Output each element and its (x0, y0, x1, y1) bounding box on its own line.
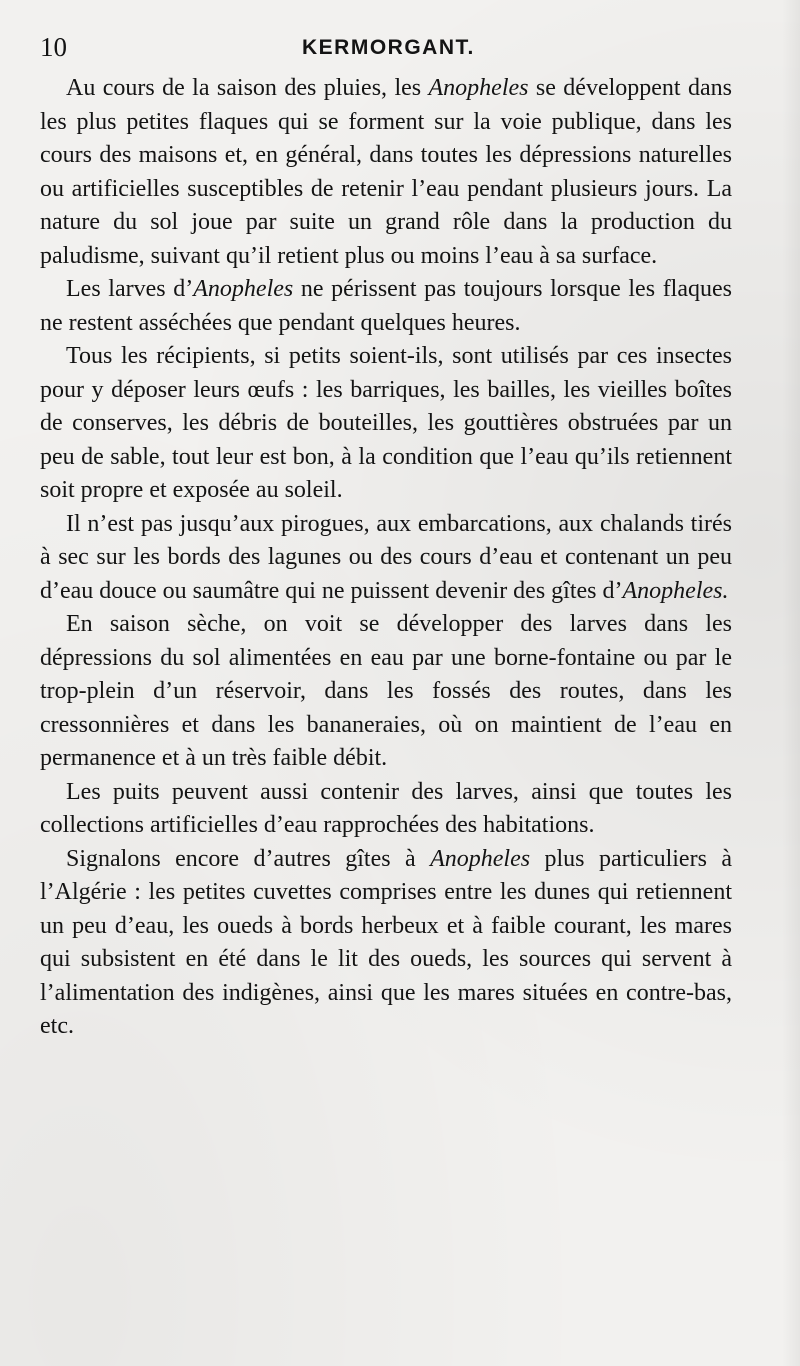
running-head: KERMORGANT. (302, 36, 475, 59)
paragraph-wells (40, 776, 732, 843)
paragraph-text: plus particuliers à l’Algérie : les petites cuvettes comprises entre les dunes qui retiennent un peu d’eau, les oueds à bords herbeux et à faible courant, les mares qui subsistent en été dans le lit des oueds, les sources qui servent à l’alimentation des indigènes, ainsi que les mares situées en contre-bas, etc. (40, 845, 732, 1039)
page-edge-shadow (782, 0, 800, 1366)
paragraph-dry-season (40, 608, 732, 776)
paragraph-text: se développent dans les plus petites flaques qui se forment sur la voie publique, dans les cours des maisons et, en général, dans toutes les dépressions naturelles ou artificielles susceptibles de retenir l’eau pendant plusieurs jours. La nature du sol joue par suite un grand rôle dans la production du paludisme, suivant qu’il retient plus ou moins l’eau à sa surface. (40, 75, 732, 269)
species-name: Anopheles (193, 276, 294, 302)
paragraph-text: Au cours de la saison des pluies, les (66, 75, 429, 101)
paragraph-text: ne périssent pas toujours lorsque les flaques ne restent asséchées que pendant quelques heures. (40, 276, 732, 336)
paragraph-text: Tous les récipients, si petits soient-ils, sont utilisés par ces insectes pour y déposer leurs œufs : les barriques, les bailles, les vieilles boîtes de conserves, les débris de bouteilles, les gouttières obstruées par un peu de sable, tout leur est bon, à la condition que l’eau qu’ils retiennent soit propre et exposée au soleil. (40, 343, 732, 503)
page-header (40, 30, 780, 64)
paragraph-text: En saison sèche, on voit se développer des larves dans les dépressions du sol alimentées en eau par une borne-fontaine ou par le trop-plein d’un réservoir, dans les fossés des routes, dans les cressonnières et dans les bananeraies, où on maintient de l’eau en permanence et à un très faible débit. (40, 611, 732, 771)
paragraph-containers (40, 340, 732, 508)
body-text (40, 72, 732, 1044)
paragraph-text: Signalons encore d’autres gîtes à (66, 845, 431, 872)
page-number: 10 (40, 32, 67, 62)
paragraph-text: Les puits peuvent aussi contenir des larves, ainsi que toutes les collections artificielles d’eau rapprochées des habitations. (40, 778, 732, 838)
paragraph-algeria (40, 843, 732, 1044)
paragraph-boats (40, 508, 732, 609)
species-name: Anopheles (428, 75, 529, 101)
species-name: Anopheles (430, 845, 531, 872)
paragraph-rainy-season (40, 72, 732, 273)
paragraph-larvae-survival (40, 273, 732, 340)
paragraph-text: Il n’est pas jusqu’aux pirogues, aux embarcations, aux chalands tirés à sec sur les bords des lagunes ou des cours d’eau et contenant un peu d’eau douce ou saumâtre qui ne puissent devenir des gîtes d’ (40, 510, 732, 604)
paragraph-text: Les larves d’ (66, 276, 194, 302)
species-name: Anopheles. (622, 577, 729, 604)
